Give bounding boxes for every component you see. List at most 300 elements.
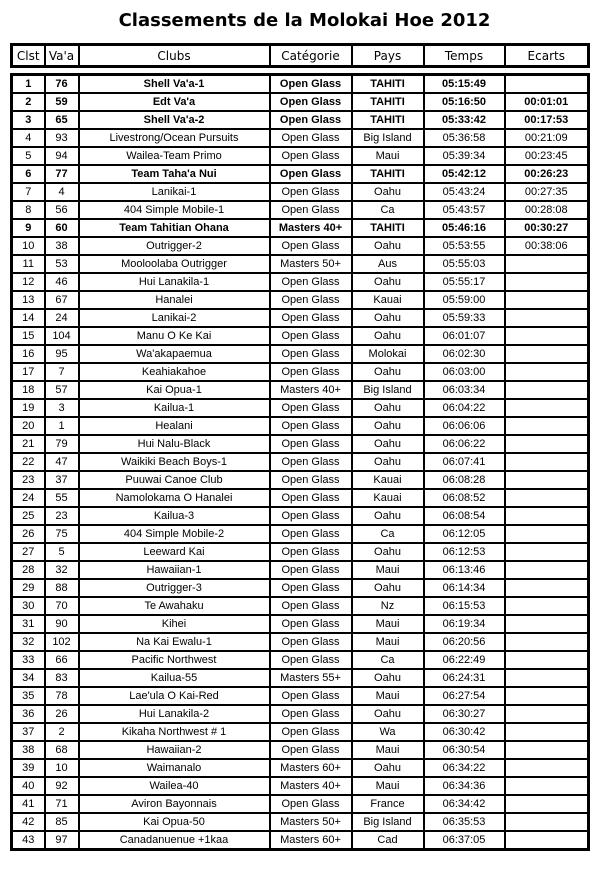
- categorie-cell: Open Glass: [270, 417, 352, 435]
- club-cell: Team Tahitian Ohana: [79, 219, 270, 237]
- pays-cell: Ca: [352, 201, 424, 219]
- header-clubs: Clubs: [79, 45, 270, 67]
- categorie-cell: Open Glass: [270, 147, 352, 165]
- ecarts-cell: [505, 687, 589, 705]
- ecarts-cell: 00:38:06: [505, 237, 589, 255]
- table-row: [12, 597, 589, 615]
- ecarts-cell: [505, 327, 589, 345]
- temps-cell: 06:12:05: [424, 525, 505, 543]
- temps-cell: 05:16:50: [424, 93, 505, 111]
- rank-cell: 12: [12, 273, 45, 291]
- club-cell: Kailua-3: [79, 507, 270, 525]
- categorie-cell: Open Glass: [270, 183, 352, 201]
- vaa-number-cell: 53: [45, 255, 79, 273]
- ecarts-cell: [505, 507, 589, 525]
- pays-cell: Wa: [352, 723, 424, 741]
- temps-cell: 06:34:42: [424, 795, 505, 813]
- temps-cell: 06:14:34: [424, 579, 505, 597]
- club-cell: Wailea-Team Primo: [79, 147, 270, 165]
- temps-cell: 06:12:53: [424, 543, 505, 561]
- club-cell: Na Kai Ewalu-1: [79, 633, 270, 651]
- club-cell: Lae'ula O Kai-Red: [79, 687, 270, 705]
- rank-cell: 2: [12, 93, 45, 111]
- temps-cell: 06:06:06: [424, 417, 505, 435]
- categorie-cell: Open Glass: [270, 201, 352, 219]
- categorie-cell: Open Glass: [270, 741, 352, 759]
- temps-cell: 06:30:54: [424, 741, 505, 759]
- vaa-number-cell: 88: [45, 579, 79, 597]
- categorie-cell: Open Glass: [270, 111, 352, 129]
- vaa-number-cell: 77: [45, 165, 79, 183]
- categorie-cell: Masters 50+: [270, 813, 352, 831]
- vaa-number-cell: 57: [45, 381, 79, 399]
- vaa-number-cell: 5: [45, 543, 79, 561]
- table-row: [12, 669, 589, 687]
- club-cell: Wa'akapaemua: [79, 345, 270, 363]
- categorie-cell: Open Glass: [270, 345, 352, 363]
- vaa-number-cell: 78: [45, 687, 79, 705]
- header-temps: Temps: [424, 45, 505, 67]
- table-row: [12, 615, 589, 633]
- categorie-cell: Open Glass: [270, 597, 352, 615]
- table-row: [12, 579, 589, 597]
- rank-cell: 28: [12, 561, 45, 579]
- vaa-number-cell: 26: [45, 705, 79, 723]
- ecarts-cell: [505, 759, 589, 777]
- rank-cell: 8: [12, 201, 45, 219]
- categorie-cell: Open Glass: [270, 507, 352, 525]
- table-row: [12, 741, 589, 759]
- vaa-number-cell: 95: [45, 345, 79, 363]
- club-cell: Kikaha Northwest # 1: [79, 723, 270, 741]
- rank-cell: 11: [12, 255, 45, 273]
- categorie-cell: Open Glass: [270, 399, 352, 417]
- club-cell: Outrigger-2: [79, 237, 270, 255]
- club-cell: Hawaiian-2: [79, 741, 270, 759]
- temps-cell: 06:07:41: [424, 453, 505, 471]
- club-cell: Shell Va'a-1: [79, 75, 270, 94]
- temps-cell: 06:03:34: [424, 381, 505, 399]
- vaa-number-cell: 59: [45, 93, 79, 111]
- club-cell: Kailua-1: [79, 399, 270, 417]
- vaa-number-cell: 60: [45, 219, 79, 237]
- table-row: [12, 219, 589, 237]
- pays-cell: TAHITI: [352, 219, 424, 237]
- categorie-cell: Open Glass: [270, 633, 352, 651]
- vaa-number-cell: 65: [45, 111, 79, 129]
- vaa-number-cell: 83: [45, 669, 79, 687]
- pays-cell: Oahu: [352, 669, 424, 687]
- temps-cell: 06:13:46: [424, 561, 505, 579]
- rank-cell: 15: [12, 327, 45, 345]
- ecarts-cell: [505, 795, 589, 813]
- categorie-cell: Open Glass: [270, 543, 352, 561]
- categorie-cell: Open Glass: [270, 615, 352, 633]
- vaa-number-cell: 37: [45, 471, 79, 489]
- results-header-table: [10, 43, 590, 68]
- temps-cell: 06:08:28: [424, 471, 505, 489]
- vaa-number-cell: 3: [45, 399, 79, 417]
- rank-cell: 17: [12, 363, 45, 381]
- rank-cell: 33: [12, 651, 45, 669]
- vaa-number-cell: 24: [45, 309, 79, 327]
- ecarts-cell: [505, 597, 589, 615]
- pays-cell: Oahu: [352, 543, 424, 561]
- vaa-number-cell: 55: [45, 489, 79, 507]
- categorie-cell: Open Glass: [270, 471, 352, 489]
- categorie-cell: Masters 40+: [270, 381, 352, 399]
- vaa-number-cell: 68: [45, 741, 79, 759]
- table-row: [12, 183, 589, 201]
- table-row: [12, 237, 589, 255]
- vaa-number-cell: 85: [45, 813, 79, 831]
- club-cell: Puuwai Canoe Club: [79, 471, 270, 489]
- vaa-number-cell: 2: [45, 723, 79, 741]
- temps-cell: 05:53:55: [424, 237, 505, 255]
- ecarts-cell: 00:23:45: [505, 147, 589, 165]
- page-title: Classements de la Molokai Hoe 2012: [118, 10, 491, 31]
- table-row: [12, 471, 589, 489]
- rank-cell: 37: [12, 723, 45, 741]
- ecarts-cell: [505, 273, 589, 291]
- club-cell: Hui Nalu-Black: [79, 435, 270, 453]
- table-row: [12, 345, 589, 363]
- rank-cell: 36: [12, 705, 45, 723]
- table-row: [12, 759, 589, 777]
- ecarts-cell: [505, 453, 589, 471]
- table-row: [12, 201, 589, 219]
- table-row: [12, 435, 589, 453]
- pays-cell: Oahu: [352, 327, 424, 345]
- pays-cell: Big Island: [352, 381, 424, 399]
- categorie-cell: Open Glass: [270, 525, 352, 543]
- temps-cell: 06:35:53: [424, 813, 505, 831]
- vaa-number-cell: 38: [45, 237, 79, 255]
- vaa-number-cell: 66: [45, 651, 79, 669]
- club-cell: Namolokama O Hanalei: [79, 489, 270, 507]
- rank-cell: 34: [12, 669, 45, 687]
- ecarts-cell: [505, 525, 589, 543]
- temps-cell: 06:04:22: [424, 399, 505, 417]
- rank-cell: 24: [12, 489, 45, 507]
- rank-cell: 5: [12, 147, 45, 165]
- header-clst: Clst: [12, 45, 45, 67]
- table-row: [12, 651, 589, 669]
- club-cell: Waimanalo: [79, 759, 270, 777]
- pays-cell: TAHITI: [352, 165, 424, 183]
- rank-cell: 26: [12, 525, 45, 543]
- pays-cell: Maui: [352, 561, 424, 579]
- header-ecarts: Ecarts: [505, 45, 589, 67]
- ecarts-cell: [505, 615, 589, 633]
- ecarts-cell: [505, 417, 589, 435]
- ecarts-cell: [505, 291, 589, 309]
- pays-cell: Oahu: [352, 705, 424, 723]
- ecarts-cell: [505, 723, 589, 741]
- club-cell: Livestrong/Ocean Pursuits: [79, 129, 270, 147]
- header-row: [12, 45, 589, 67]
- table-row: [12, 489, 589, 507]
- ecarts-cell: [505, 651, 589, 669]
- temps-cell: 06:19:34: [424, 615, 505, 633]
- table-row: [12, 129, 589, 147]
- club-cell: Te Awahaku: [79, 597, 270, 615]
- club-cell: Mooloolaba Outrigger: [79, 255, 270, 273]
- rank-cell: 40: [12, 777, 45, 795]
- categorie-cell: Open Glass: [270, 291, 352, 309]
- rank-cell: 4: [12, 129, 45, 147]
- ecarts-cell: [505, 345, 589, 363]
- categorie-cell: Open Glass: [270, 75, 352, 94]
- club-cell: 404 Simple Mobile-1: [79, 201, 270, 219]
- categorie-cell: Masters 40+: [270, 777, 352, 795]
- ecarts-cell: 00:28:08: [505, 201, 589, 219]
- rank-cell: 10: [12, 237, 45, 255]
- ecarts-cell: [505, 579, 589, 597]
- rank-cell: 1: [12, 75, 45, 94]
- vaa-number-cell: 104: [45, 327, 79, 345]
- ecarts-cell: 00:30:27: [505, 219, 589, 237]
- club-cell: Edt Va'a: [79, 93, 270, 111]
- table-row: [12, 327, 589, 345]
- club-cell: Outrigger-3: [79, 579, 270, 597]
- table-row: [12, 795, 589, 813]
- pays-cell: Oahu: [352, 363, 424, 381]
- rank-cell: 6: [12, 165, 45, 183]
- temps-cell: 05:43:24: [424, 183, 505, 201]
- pays-cell: Molokai: [352, 345, 424, 363]
- pays-cell: Big Island: [352, 813, 424, 831]
- rank-cell: 21: [12, 435, 45, 453]
- categorie-cell: Masters 60+: [270, 759, 352, 777]
- club-cell: Hanalei: [79, 291, 270, 309]
- pays-cell: Oahu: [352, 453, 424, 471]
- ecarts-cell: 00:21:09: [505, 129, 589, 147]
- pays-cell: TAHITI: [352, 93, 424, 111]
- temps-cell: 06:34:36: [424, 777, 505, 795]
- table-row: [12, 255, 589, 273]
- categorie-cell: Open Glass: [270, 489, 352, 507]
- table-row: [12, 705, 589, 723]
- categorie-cell: Open Glass: [270, 237, 352, 255]
- temps-cell: 06:01:07: [424, 327, 505, 345]
- vaa-number-cell: 71: [45, 795, 79, 813]
- vaa-number-cell: 90: [45, 615, 79, 633]
- ecarts-cell: [505, 669, 589, 687]
- temps-cell: 06:15:53: [424, 597, 505, 615]
- rank-cell: 35: [12, 687, 45, 705]
- results-body: [12, 75, 589, 850]
- table-row: [12, 831, 589, 850]
- categorie-cell: Masters 40+: [270, 219, 352, 237]
- vaa-number-cell: 10: [45, 759, 79, 777]
- pays-cell: Maui: [352, 615, 424, 633]
- ecarts-cell: 00:17:53: [505, 111, 589, 129]
- table-row: [12, 399, 589, 417]
- ecarts-cell: [505, 363, 589, 381]
- temps-cell: 05:55:03: [424, 255, 505, 273]
- rank-cell: 16: [12, 345, 45, 363]
- table-row: [12, 309, 589, 327]
- pays-cell: TAHITI: [352, 75, 424, 94]
- table-row: [12, 687, 589, 705]
- pays-cell: Maui: [352, 741, 424, 759]
- vaa-number-cell: 93: [45, 129, 79, 147]
- rank-cell: 7: [12, 183, 45, 201]
- categorie-cell: Open Glass: [270, 309, 352, 327]
- categorie-cell: Open Glass: [270, 93, 352, 111]
- temps-cell: 05:43:57: [424, 201, 505, 219]
- categorie-cell: Open Glass: [270, 687, 352, 705]
- pays-cell: Maui: [352, 147, 424, 165]
- pays-cell: Maui: [352, 687, 424, 705]
- pays-cell: Oahu: [352, 309, 424, 327]
- ecarts-cell: [505, 705, 589, 723]
- categorie-cell: Open Glass: [270, 651, 352, 669]
- club-cell: Hawaiian-1: [79, 561, 270, 579]
- club-cell: Hui Lanakila-1: [79, 273, 270, 291]
- ecarts-cell: [505, 831, 589, 850]
- pays-cell: Kauai: [352, 291, 424, 309]
- temps-cell: 05:33:42: [424, 111, 505, 129]
- rank-cell: 14: [12, 309, 45, 327]
- pays-cell: Nz: [352, 597, 424, 615]
- ecarts-cell: [505, 741, 589, 759]
- categorie-cell: Open Glass: [270, 723, 352, 741]
- vaa-number-cell: 97: [45, 831, 79, 850]
- rank-cell: 3: [12, 111, 45, 129]
- table-row: [12, 561, 589, 579]
- rank-cell: 43: [12, 831, 45, 850]
- table-row: [12, 525, 589, 543]
- temps-cell: 06:27:54: [424, 687, 505, 705]
- vaa-number-cell: 23: [45, 507, 79, 525]
- pays-cell: Kauai: [352, 489, 424, 507]
- pays-cell: France: [352, 795, 424, 813]
- pays-cell: Maui: [352, 633, 424, 651]
- ecarts-cell: [505, 255, 589, 273]
- club-cell: Aviron Bayonnais: [79, 795, 270, 813]
- rank-cell: 22: [12, 453, 45, 471]
- ecarts-cell: [505, 435, 589, 453]
- categorie-cell: Open Glass: [270, 453, 352, 471]
- categorie-cell: Masters 60+: [270, 831, 352, 850]
- temps-cell: 06:20:56: [424, 633, 505, 651]
- vaa-number-cell: 47: [45, 453, 79, 471]
- temps-cell: 06:34:22: [424, 759, 505, 777]
- club-cell: Kihei: [79, 615, 270, 633]
- categorie-cell: Open Glass: [270, 795, 352, 813]
- pays-cell: Maui: [352, 777, 424, 795]
- header-pays: Pays: [352, 45, 424, 67]
- table-row: [12, 633, 589, 651]
- pays-cell: Aus: [352, 255, 424, 273]
- header-categorie: Catégorie: [270, 45, 352, 67]
- table-row: [12, 291, 589, 309]
- temps-cell: 05:36:58: [424, 129, 505, 147]
- vaa-number-cell: 4: [45, 183, 79, 201]
- temps-cell: 05:42:12: [424, 165, 505, 183]
- rank-cell: 20: [12, 417, 45, 435]
- pays-cell: Oahu: [352, 273, 424, 291]
- vaa-number-cell: 79: [45, 435, 79, 453]
- ecarts-cell: 00:26:23: [505, 165, 589, 183]
- temps-cell: 05:46:16: [424, 219, 505, 237]
- temps-cell: 05:39:34: [424, 147, 505, 165]
- pays-cell: Kauai: [352, 471, 424, 489]
- vaa-number-cell: 7: [45, 363, 79, 381]
- temps-cell: 06:02:30: [424, 345, 505, 363]
- rank-cell: 32: [12, 633, 45, 651]
- pays-cell: Oahu: [352, 759, 424, 777]
- table-row: [12, 507, 589, 525]
- vaa-number-cell: 46: [45, 273, 79, 291]
- ecarts-cell: [505, 489, 589, 507]
- pays-cell: Oahu: [352, 417, 424, 435]
- temps-cell: 06:08:54: [424, 507, 505, 525]
- vaa-number-cell: 56: [45, 201, 79, 219]
- ecarts-cell: [505, 561, 589, 579]
- club-cell: Team Taha'a Nui: [79, 165, 270, 183]
- categorie-cell: Open Glass: [270, 273, 352, 291]
- vaa-number-cell: 70: [45, 597, 79, 615]
- ecarts-cell: [505, 309, 589, 327]
- table-row: [12, 417, 589, 435]
- rank-cell: 30: [12, 597, 45, 615]
- header-vaa: Va'a: [45, 45, 79, 67]
- temps-cell: 05:59:00: [424, 291, 505, 309]
- temps-cell: 06:03:00: [424, 363, 505, 381]
- categorie-cell: Open Glass: [270, 363, 352, 381]
- rank-cell: 41: [12, 795, 45, 813]
- club-cell: Wailea-40: [79, 777, 270, 795]
- temps-cell: 06:30:27: [424, 705, 505, 723]
- temps-cell: 05:59:33: [424, 309, 505, 327]
- table-row: [12, 453, 589, 471]
- club-cell: Lanikai-1: [79, 183, 270, 201]
- vaa-number-cell: 1: [45, 417, 79, 435]
- table-row: [12, 723, 589, 741]
- results-table: [10, 73, 590, 851]
- club-cell: Pacific Northwest: [79, 651, 270, 669]
- rank-cell: 27: [12, 543, 45, 561]
- club-cell: Leeward Kai: [79, 543, 270, 561]
- pays-cell: TAHITI: [352, 111, 424, 129]
- vaa-number-cell: 94: [45, 147, 79, 165]
- club-cell: Keahiakahoe: [79, 363, 270, 381]
- pays-cell: Oahu: [352, 237, 424, 255]
- rank-cell: 38: [12, 741, 45, 759]
- club-cell: Waikiki Beach Boys-1: [79, 453, 270, 471]
- categorie-cell: Open Glass: [270, 579, 352, 597]
- ecarts-cell: [505, 75, 589, 94]
- temps-cell: 06:06:22: [424, 435, 505, 453]
- categorie-cell: Masters 50+: [270, 255, 352, 273]
- categorie-cell: Open Glass: [270, 129, 352, 147]
- ecarts-cell: [505, 633, 589, 651]
- temps-cell: 05:15:49: [424, 75, 505, 94]
- ecarts-cell: [505, 777, 589, 795]
- temps-cell: 06:30:42: [424, 723, 505, 741]
- rank-cell: 23: [12, 471, 45, 489]
- rank-cell: 9: [12, 219, 45, 237]
- temps-cell: 06:24:31: [424, 669, 505, 687]
- categorie-cell: Open Glass: [270, 435, 352, 453]
- table-row: [12, 363, 589, 381]
- pays-cell: Oahu: [352, 579, 424, 597]
- vaa-number-cell: 76: [45, 75, 79, 94]
- ecarts-cell: [505, 381, 589, 399]
